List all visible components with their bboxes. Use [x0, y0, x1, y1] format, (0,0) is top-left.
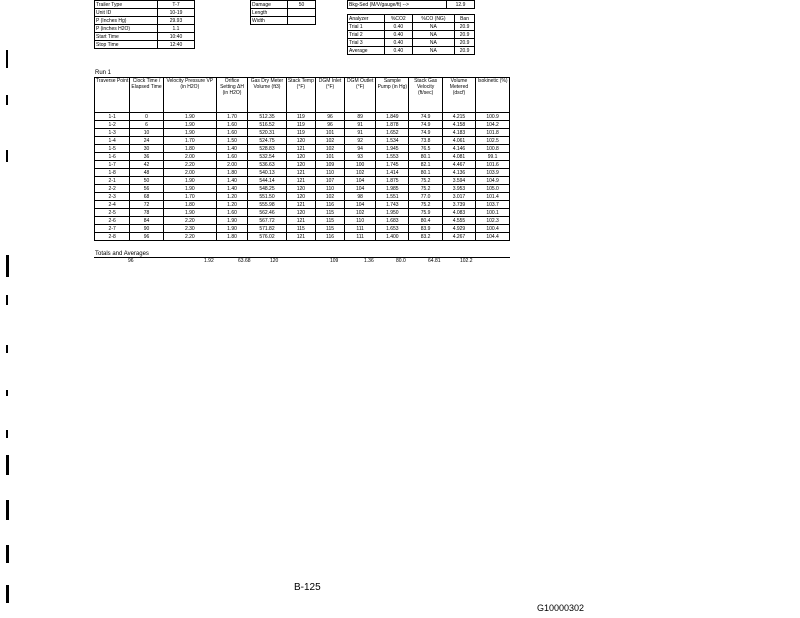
analyzer-cell: 20.9 — [455, 39, 475, 47]
table-cell: 1.50 — [216, 137, 247, 145]
table-cell: 120 — [286, 193, 315, 201]
table-cell: 2-5 — [95, 209, 130, 217]
table-cell: 100.8 — [476, 145, 510, 153]
column-header: Traverse Point — [95, 78, 130, 113]
table-cell: 120 — [286, 185, 315, 193]
totals-cell: 96 — [128, 258, 134, 264]
margin-mark — [6, 345, 8, 353]
table-cell: 4.081 — [442, 153, 475, 161]
trailer-info-table — [94, 0, 195, 49]
totals-cell: 102.2 — [460, 258, 473, 264]
table-cell: 72 — [130, 201, 163, 209]
table-cell: 83.2 — [409, 233, 442, 241]
table-row — [95, 201, 510, 209]
info-value — [288, 9, 316, 17]
table-cell: 102 — [315, 137, 344, 145]
table-cell: 89 — [345, 113, 376, 121]
table-cell: 2.20 — [163, 217, 216, 225]
analyzer-table — [347, 14, 475, 55]
table-cell: 119 — [286, 121, 315, 129]
analyzer-title-value: 12.9 — [447, 1, 475, 9]
table-cell: 1.90 — [163, 129, 216, 137]
column-header: Clock Time / Elapsed Time — [130, 78, 163, 113]
margin-mark — [6, 50, 8, 68]
info-label: P (Inches Hg) — [95, 17, 158, 25]
table-cell: 1-5 — [95, 145, 130, 153]
table-cell: 1.849 — [376, 113, 409, 121]
table-cell: 102.3 — [476, 217, 510, 225]
info-label: Damage — [251, 1, 288, 9]
table-cell: 1.551 — [376, 193, 409, 201]
table-cell: 1.400 — [376, 233, 409, 241]
table-cell: 540.13 — [248, 169, 287, 177]
table-cell: 96 — [315, 121, 344, 129]
table-cell: 1.20 — [216, 201, 247, 209]
table-row — [95, 137, 510, 145]
table-cell: 536.63 — [248, 161, 287, 169]
table-cell: 104.4 — [476, 233, 510, 241]
totals-cell: 64.81 — [428, 258, 441, 264]
table-cell: 101 — [315, 153, 344, 161]
table-cell: 1.80 — [163, 145, 216, 153]
table-cell: 104 — [345, 185, 376, 193]
table-cell: 93 — [345, 153, 376, 161]
analyzer-cell: NA — [412, 39, 454, 47]
info-label: Width — [251, 17, 288, 25]
table-cell: 1.878 — [376, 121, 409, 129]
table-cell: 1.90 — [163, 185, 216, 193]
table-cell: 1.60 — [216, 209, 247, 217]
table-cell: 98 — [345, 193, 376, 201]
table-cell: 111 — [345, 225, 376, 233]
column-header: Stack Gas Velocity (ft/sec) — [409, 78, 442, 113]
table-cell: 2-8 — [95, 233, 130, 241]
table-cell: 80.1 — [409, 153, 442, 161]
column-header: DGM Inlet (°F) — [315, 78, 344, 113]
table-cell: 4.467 — [442, 161, 475, 169]
table-cell: 104 — [345, 177, 376, 185]
table-cell: 4.146 — [442, 145, 475, 153]
table-cell: 1.743 — [376, 201, 409, 209]
table-cell: 121 — [286, 169, 315, 177]
analyzer-cell: 0.40 — [385, 47, 413, 55]
table-cell: 84 — [130, 217, 163, 225]
table-cell: 82.1 — [409, 161, 442, 169]
table-row — [95, 121, 510, 129]
margin-mark — [6, 430, 8, 438]
table-cell: 99.1 — [476, 153, 510, 161]
table-cell: 74.9 — [409, 121, 442, 129]
table-row — [95, 185, 510, 193]
table-cell: 102 — [345, 169, 376, 177]
margin-mark — [6, 585, 9, 603]
table-cell: 1.90 — [163, 209, 216, 217]
margin-mark — [6, 295, 8, 305]
table-row — [95, 193, 510, 201]
totals-cell: 109 — [330, 258, 339, 264]
table-cell: 110 — [315, 185, 344, 193]
table-cell: 524.75 — [248, 137, 287, 145]
analyzer-header: %CO2 — [385, 15, 413, 23]
table-cell: 1.70 — [163, 193, 216, 201]
analyzer-header: Ban — [455, 15, 475, 23]
table-cell: 102 — [315, 193, 344, 201]
analyzer-cell: 20.9 — [455, 47, 475, 55]
table-cell: 100.1 — [476, 209, 510, 217]
table-cell: 2-6 — [95, 217, 130, 225]
table-row — [95, 161, 510, 169]
table-cell: 1-1 — [95, 113, 130, 121]
info-value: 10:40 — [158, 33, 195, 41]
table-cell: 4.929 — [442, 225, 475, 233]
table-cell: 528.83 — [248, 145, 287, 153]
analyzer-row-label: Average — [348, 47, 385, 55]
info-value: 50 — [288, 1, 316, 9]
analyzer-header: Analyzer — [348, 15, 385, 23]
table-cell: 2.30 — [163, 225, 216, 233]
analyzer-cell: 20.9 — [455, 31, 475, 39]
column-header: Velocity Pressure VP (in H2O) — [163, 78, 216, 113]
analyzer-cell: 0.40 — [385, 39, 413, 47]
table-cell: 1.80 — [216, 233, 247, 241]
table-cell: 4.555 — [442, 217, 475, 225]
table-cell: 1.950 — [376, 209, 409, 217]
table-cell: 1.553 — [376, 153, 409, 161]
table-cell: 10 — [130, 129, 163, 137]
table-cell: 544.14 — [248, 177, 287, 185]
table-cell: 109 — [315, 161, 344, 169]
totals-cell: 1.36 — [364, 258, 374, 264]
table-cell: 90 — [130, 225, 163, 233]
analyzer-cell: 20.9 — [455, 23, 475, 31]
table-cell: 42 — [130, 161, 163, 169]
table-cell: 75.2 — [409, 201, 442, 209]
table-cell: 115 — [286, 225, 315, 233]
table-cell: 1.60 — [216, 121, 247, 129]
table-cell: 1.90 — [163, 113, 216, 121]
table-cell: 2.20 — [163, 161, 216, 169]
table-cell: 1-4 — [95, 137, 130, 145]
table-row — [95, 113, 510, 121]
margin-mark — [6, 390, 8, 396]
table-cell: 2.20 — [163, 233, 216, 241]
analyzer-cell: NA — [412, 23, 454, 31]
info-label: Trailer Type — [95, 1, 158, 9]
table-cell: 1.653 — [376, 225, 409, 233]
table-cell: 77.0 — [409, 193, 442, 201]
table-cell: 103.7 — [476, 201, 510, 209]
table-cell: 1.683 — [376, 217, 409, 225]
info-value: T-7 — [158, 1, 195, 9]
table-cell: 562.46 — [248, 209, 287, 217]
table-cell: 30 — [130, 145, 163, 153]
table-cell: 1.652 — [376, 129, 409, 137]
table-cell: 56 — [130, 185, 163, 193]
table-cell: 120 — [286, 153, 315, 161]
table-cell: 96 — [130, 233, 163, 241]
table-header-row — [95, 78, 510, 113]
table-cell: 96 — [315, 113, 344, 121]
totals-label: Totals and Averages — [95, 251, 149, 257]
table-cell: 121 — [286, 177, 315, 185]
table-cell: 91 — [345, 129, 376, 137]
table-cell: 120 — [286, 161, 315, 169]
table-cell: 100.9 — [476, 113, 510, 121]
analyzer-cell: NA — [412, 47, 454, 55]
table-cell: 75.2 — [409, 185, 442, 193]
table-cell: 50 — [130, 177, 163, 185]
margin-mark — [6, 255, 9, 277]
table-cell: 115 — [315, 225, 344, 233]
table-cell: 102.5 — [476, 137, 510, 145]
table-row — [95, 153, 510, 161]
bates-number: G10000302 — [537, 603, 585, 613]
table-cell: 1.60 — [216, 153, 247, 161]
table-cell: 94 — [345, 145, 376, 153]
table-cell: 1.985 — [376, 185, 409, 193]
totals-cell: 1.92 — [204, 258, 214, 264]
info-value: 12:40 — [158, 41, 195, 49]
column-header: Volume Metered (dscf) — [442, 78, 475, 113]
table-cell: 103.9 — [476, 169, 510, 177]
table-cell: 104.9 — [476, 177, 510, 185]
info-label: Unit ID — [95, 9, 158, 17]
table-cell: 121 — [286, 217, 315, 225]
table-cell: 80.4 — [409, 217, 442, 225]
table-cell: 121 — [286, 233, 315, 241]
table-cell: 4.136 — [442, 169, 475, 177]
table-cell: 74.9 — [409, 129, 442, 137]
table-cell: 2.00 — [216, 161, 247, 169]
analyzer-header: %CO (NG) — [412, 15, 454, 23]
table-cell: 115 — [315, 217, 344, 225]
table-cell: 121 — [286, 201, 315, 209]
table-cell: 121 — [286, 145, 315, 153]
table-cell: 1-2 — [95, 121, 130, 129]
table-cell: 3.594 — [442, 177, 475, 185]
table-cell: 1-6 — [95, 153, 130, 161]
table-cell: 512.35 — [248, 113, 287, 121]
table-cell: 1-7 — [95, 161, 130, 169]
table-cell: 520.31 — [248, 129, 287, 137]
info-label: Start Time — [95, 33, 158, 41]
analyzer-cell: 0.40 — [385, 31, 413, 39]
table-row — [95, 233, 510, 241]
table-cell: 1.70 — [216, 113, 247, 121]
table-cell: 571.82 — [248, 225, 287, 233]
table-cell: 551.50 — [248, 193, 287, 201]
column-header: Sample Pump (in Hg) — [376, 78, 409, 113]
table-cell: 555.98 — [248, 201, 287, 209]
table-cell: 1.40 — [216, 145, 247, 153]
table-cell: 1-8 — [95, 169, 130, 177]
info-value: 1.1 — [158, 25, 195, 33]
table-cell: 92 — [345, 137, 376, 145]
table-cell: 116 — [315, 233, 344, 241]
table-cell: 4.083 — [442, 209, 475, 217]
table-cell: 116 — [315, 201, 344, 209]
table-cell: 576.02 — [248, 233, 287, 241]
table-cell: 119 — [286, 129, 315, 137]
analyzer-title: Bkg-Sed (M/V/gauge/ft) --> — [348, 1, 447, 9]
table-cell: 2.00 — [163, 169, 216, 177]
totals-cell: 80.0 — [396, 258, 406, 264]
table-cell: 74.9 — [409, 113, 442, 121]
info-value — [288, 17, 316, 25]
table-cell: 110 — [345, 217, 376, 225]
column-header: Orifice Setting ΔH (in H2O) — [216, 78, 247, 113]
table-cell: 3.953 — [442, 185, 475, 193]
table-cell: 91 — [345, 121, 376, 129]
table-cell: 1-3 — [95, 129, 130, 137]
table-cell: 2-4 — [95, 201, 130, 209]
table-cell: 4.158 — [442, 121, 475, 129]
totals-row — [94, 258, 510, 266]
margin-mark — [6, 545, 9, 563]
table-cell: 102 — [345, 209, 376, 217]
table-cell: 4.267 — [442, 233, 475, 241]
table-cell: 2-2 — [95, 185, 130, 193]
column-header: Isokinetic (%) — [476, 78, 510, 113]
table-cell: 110 — [315, 169, 344, 177]
table-cell: 68 — [130, 193, 163, 201]
margin-mark — [6, 500, 9, 520]
table-cell: 102 — [315, 145, 344, 153]
table-cell: 532.54 — [248, 153, 287, 161]
table-cell: 104.2 — [476, 121, 510, 129]
table-cell: 1.40 — [216, 177, 247, 185]
margin-mark — [6, 95, 8, 105]
table-cell: 1.90 — [216, 225, 247, 233]
table-cell: 105.0 — [476, 185, 510, 193]
table-cell: 120 — [286, 209, 315, 217]
column-header: Gas Dry Meter Volume (ft3) — [248, 78, 287, 113]
table-cell: 101.8 — [476, 129, 510, 137]
table-cell: 107 — [315, 177, 344, 185]
table-cell: 101.6 — [476, 161, 510, 169]
table-cell: 24 — [130, 137, 163, 145]
analyzer-row-label: Trial 3 — [348, 39, 385, 47]
table-cell: 1.80 — [216, 169, 247, 177]
info-label: Length — [251, 9, 288, 17]
table-cell: 1.40 — [216, 185, 247, 193]
analyzer-cell: 0.40 — [385, 23, 413, 31]
table-cell: 548.25 — [248, 185, 287, 193]
table-cell: 2.00 — [163, 153, 216, 161]
info-value: 29.93 — [158, 17, 195, 25]
table-cell: 1.80 — [163, 201, 216, 209]
table-cell: 104 — [345, 201, 376, 209]
column-header: DGM Outlet (°F) — [345, 78, 376, 113]
table-cell: 4.183 — [442, 129, 475, 137]
table-cell: 2-1 — [95, 177, 130, 185]
table-cell: 2-7 — [95, 225, 130, 233]
info-label: P (inches H2O) — [95, 25, 158, 33]
info-label: Stop Time — [95, 41, 158, 49]
table-cell: 115 — [315, 209, 344, 217]
page-number: B-125 — [294, 582, 321, 593]
table-cell: 1.875 — [376, 177, 409, 185]
table-cell: 75.2 — [409, 177, 442, 185]
table-cell: 1.90 — [216, 217, 247, 225]
table-row — [95, 177, 510, 185]
table-cell: 6 — [130, 121, 163, 129]
table-cell: 48 — [130, 169, 163, 177]
table-cell: 1.60 — [216, 129, 247, 137]
totals-cell: 120 — [270, 258, 279, 264]
table-cell: 101.4 — [476, 193, 510, 201]
table-cell: 76.5 — [409, 145, 442, 153]
table-row — [95, 129, 510, 137]
table-cell: 1.745 — [376, 161, 409, 169]
table-cell: 36 — [130, 153, 163, 161]
table-row — [95, 217, 510, 225]
analyzer-title-table — [347, 0, 475, 9]
table-row — [95, 225, 510, 233]
table-cell: 3.017 — [442, 193, 475, 201]
table-row — [95, 145, 510, 153]
column-header: Stack Temp (°F) — [286, 78, 315, 113]
margin-mark — [6, 150, 8, 162]
table-cell: 567.72 — [248, 217, 287, 225]
damage-info-table — [250, 0, 316, 25]
analyzer-row-label: Trial 2 — [348, 31, 385, 39]
table-cell: 101 — [315, 129, 344, 137]
table-cell: 1.534 — [376, 137, 409, 145]
table-cell: 100.4 — [476, 225, 510, 233]
table-row — [95, 209, 510, 217]
table-cell: 1.90 — [163, 121, 216, 129]
table-cell: 75.9 — [409, 209, 442, 217]
table-cell: 2-3 — [95, 193, 130, 201]
table-cell: 1.70 — [163, 137, 216, 145]
table-cell: 4.215 — [442, 113, 475, 121]
analyzer-cell: NA — [412, 31, 454, 39]
table-cell: 119 — [286, 113, 315, 121]
table-cell: 78 — [130, 209, 163, 217]
info-value: 10-19 — [158, 9, 195, 17]
analyzer-row-label: Trial 1 — [348, 23, 385, 31]
table-cell: 1.945 — [376, 145, 409, 153]
table-cell: 516.52 — [248, 121, 287, 129]
totals-cell: 63.68 — [238, 258, 251, 264]
table-cell: 4.061 — [442, 137, 475, 145]
run-label: Run 1 — [95, 70, 112, 76]
table-row — [95, 169, 510, 177]
table-cell: 111 — [345, 233, 376, 241]
table-cell: 1.20 — [216, 193, 247, 201]
table-cell: 120 — [286, 137, 315, 145]
table-cell: 73.8 — [409, 137, 442, 145]
table-cell: 1.414 — [376, 169, 409, 177]
table-cell: 83.9 — [409, 225, 442, 233]
run-data-table — [94, 77, 510, 241]
table-cell: 3.739 — [442, 201, 475, 209]
table-cell: 0 — [130, 113, 163, 121]
table-cell: 100 — [345, 161, 376, 169]
table-cell: 80.1 — [409, 169, 442, 177]
margin-mark — [6, 455, 9, 475]
table-cell: 1.90 — [163, 177, 216, 185]
